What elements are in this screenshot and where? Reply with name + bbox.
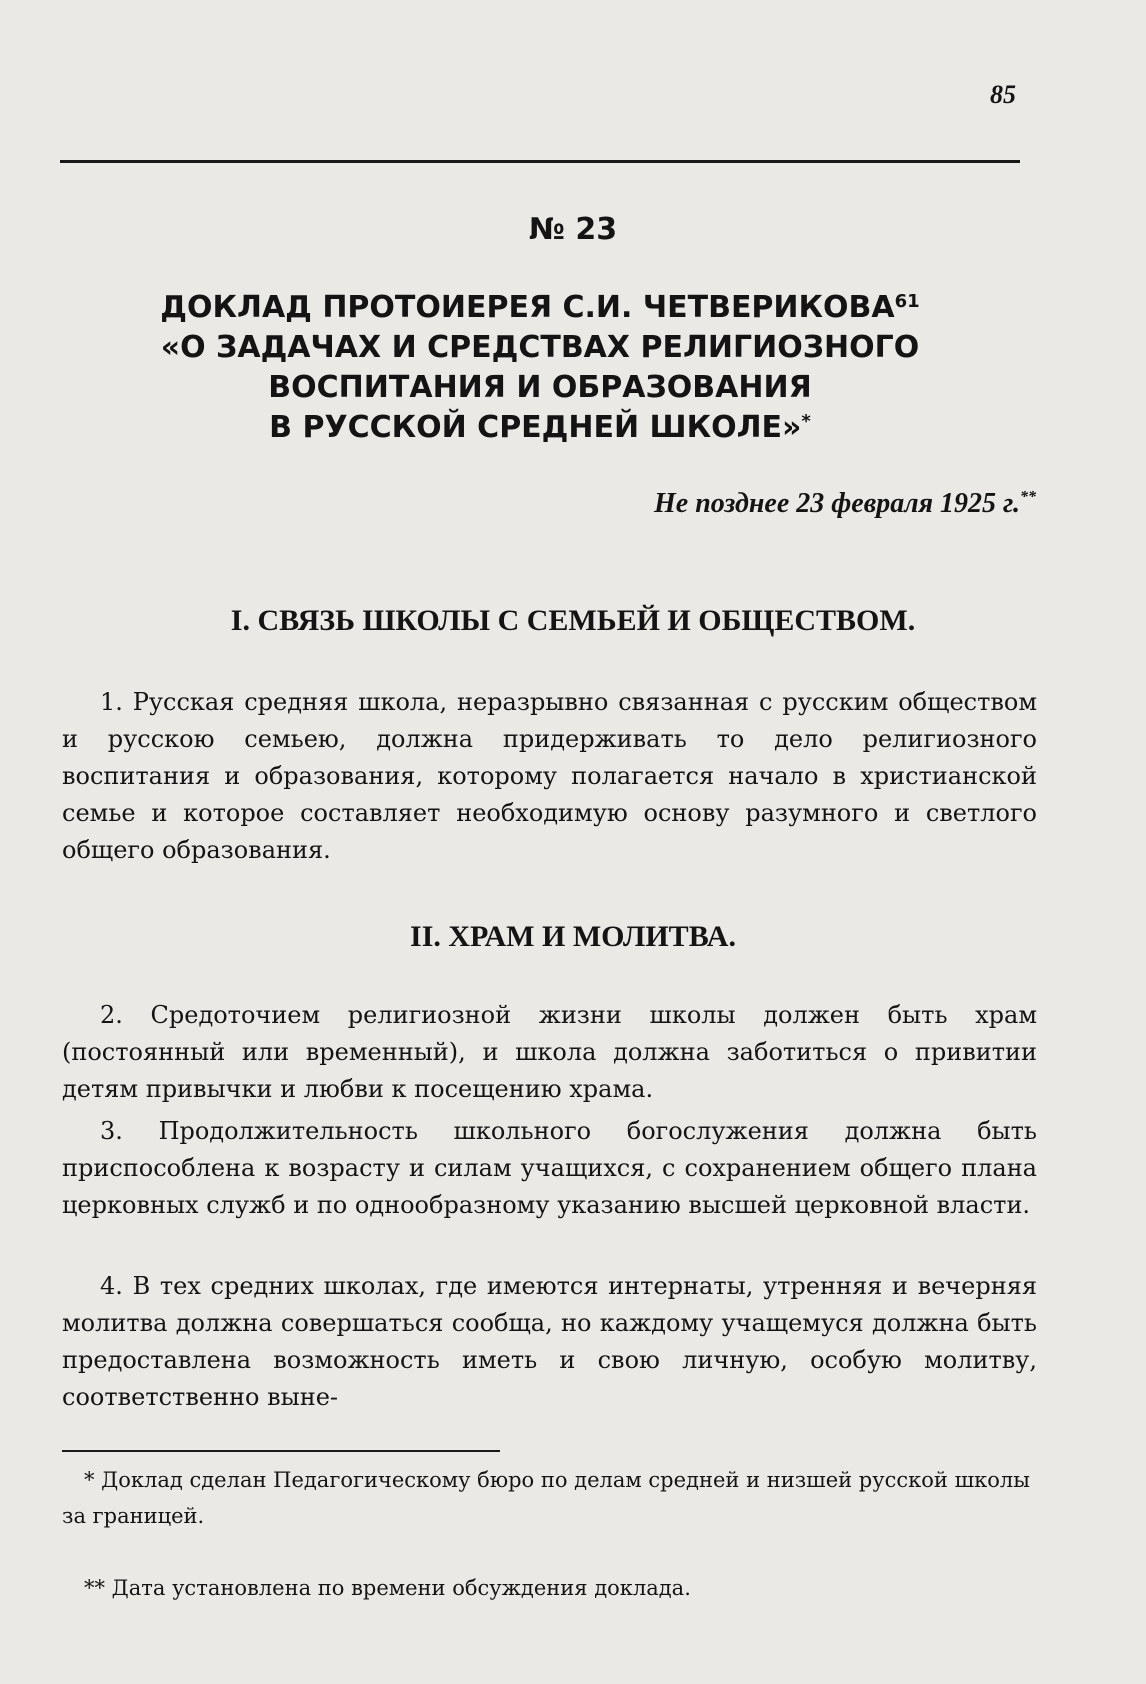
footnote-rule	[62, 1450, 500, 1452]
date-text: Не позднее 23 февраля 1925 г.	[654, 488, 1020, 519]
title-line-4: В РУССКОЙ СРЕДНЕЙ ШКОЛЕ»	[269, 410, 802, 445]
document-number: № 23	[528, 212, 618, 247]
page-number: 85	[990, 80, 1016, 109]
paragraph: 3. Продолжительность школьного богослужения должна быть приспособлена к возрасту и силам учащихся, с сохранением общего плана церковных служб и по однообразному указанию высшей церковной власти.	[62, 1117, 1037, 1219]
title-line-2: «О ЗАДАЧАХ И СРЕДСТВАХ РЕЛИГИОЗНОГО	[160, 330, 920, 365]
footnote: ** Дата установлена по времени обсуждения доклада.	[84, 1576, 691, 1600]
title-line-3: ВОСПИТАНИЯ И ОБРАЗОВАНИЯ	[268, 370, 812, 405]
paragraph: 2. Средоточием религиозной жизни школы должен быть храм (постоянный или временный), и школа должна заботиться о привитии детям привычки и любви к посещению храма.	[62, 1001, 1037, 1103]
title-reference: 61	[894, 291, 920, 312]
document-title	[60, 288, 1020, 448]
paragraph: 1. Русская средняя школа, неразрывно связанная с русским обществом и русскою семьею, должна придерживать то дело религиозного воспитания и образования, которому полагается начало в христианской семье и которое составляет необходимую основу разумного и светлого общего образования.	[62, 688, 1037, 864]
section-heading: II. ХРАМ И МОЛИТВА.	[410, 920, 736, 953]
section-heading: I. СВЯЗЬ ШКОЛЫ С СЕМЬЕЙ И ОБЩЕСТВОМ.	[230, 604, 916, 637]
title-line-1: ДОКЛАД ПРОТОИЕРЕЯ С.И. ЧЕТВЕРИКОВА	[160, 290, 895, 325]
document-date	[654, 488, 1036, 520]
footnote: * Доклад сделан Педагогическому бюро по делам средней и низшей русской школы за границей.	[62, 1468, 1030, 1528]
title-footnote-mark: *	[801, 411, 811, 432]
header-rule	[60, 160, 1020, 163]
date-footnote-mark: **	[1020, 488, 1036, 506]
paragraph: 4. В тех средних школах, где имеются интернаты, утренняя и вечерняя молитва должна совершаться сообща, но каждому учащемуся должна быть предоставлена возможность иметь и свою личную, особую молитву, соответственно выне-	[62, 1272, 1037, 1411]
